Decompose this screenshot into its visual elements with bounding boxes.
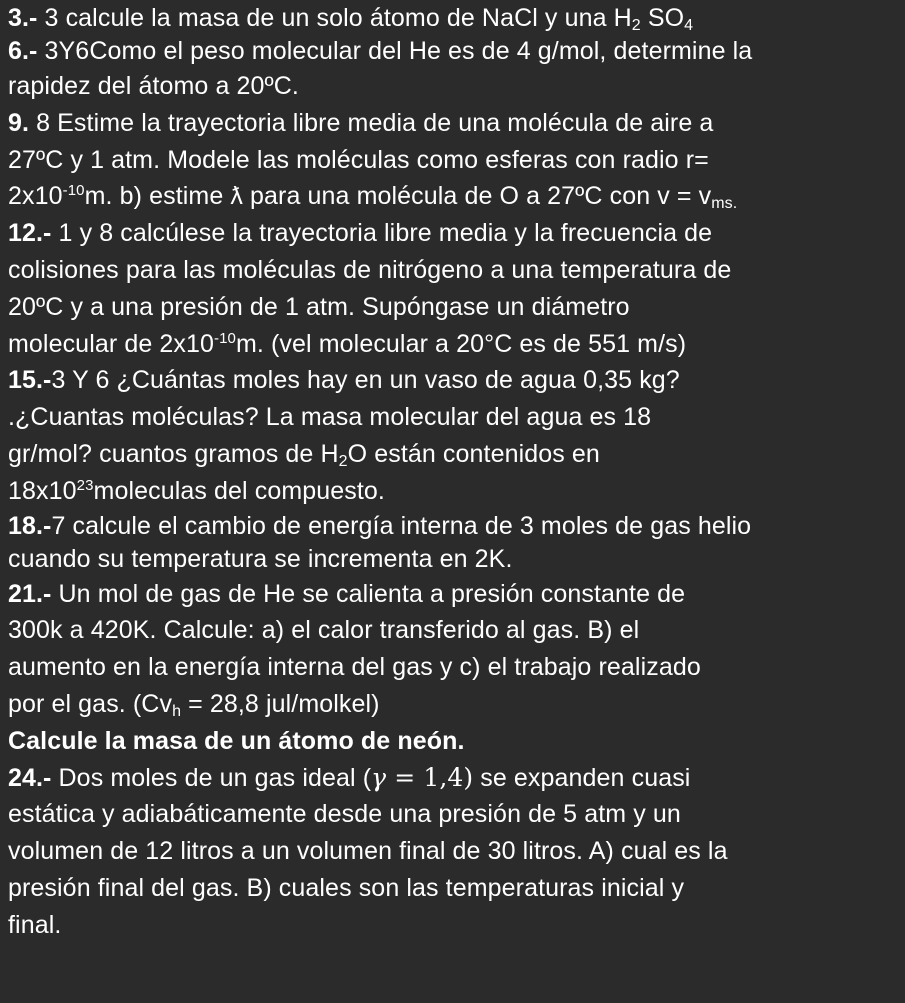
problem-24-line-1: [8, 760, 897, 797]
text: m. (vel molecular a 20°C es de 551 m/s): [235, 329, 687, 358]
text: cuando su temperatura se incrementa en 2K.: [8, 544, 513, 573]
problem-15-line-1: [8, 362, 897, 399]
text: presión final del gas. B) cuales son las temperaturas inicial y: [8, 873, 685, 902]
subscript: h: [172, 702, 182, 720]
text: .¿Cuantas moléculas? La masa molecular del agua es 18: [8, 403, 652, 432]
text: 300k a 420K. Calcule: a) el calor transferido al gas. B) el: [8, 616, 640, 645]
text: aumento en la energía interna del gas y c) el trabajo realizado: [8, 653, 701, 682]
text: 2x10: [8, 182, 63, 211]
problem-6-line-2: [8, 68, 897, 105]
text: molecular de 2x10: [8, 329, 214, 358]
bold-question: Calcule la masa de un átomo de neón.: [8, 726, 465, 755]
text: Dos moles de un gas ideal (: [51, 763, 372, 792]
problem-number: 21.-: [8, 579, 52, 608]
problem-12-line-3: [8, 289, 897, 326]
problem-21-line-2: [8, 612, 897, 649]
text: se expanden cuasi: [473, 763, 691, 792]
subscript: 4: [684, 17, 694, 34]
problem-18-line-2: [8, 543, 897, 576]
problem-15-line-3: [8, 436, 897, 473]
problem-number: 15.-: [8, 366, 52, 395]
text: 20ºC y a una presión de 1 atm. Supóngase un diámetro: [8, 292, 630, 321]
superscript: -10: [214, 329, 236, 347]
neon-question-line: [8, 723, 897, 760]
problem-9-line-2: [8, 142, 897, 179]
subscript: ms.: [711, 195, 738, 213]
problem-number: 24.-: [8, 763, 52, 792]
problem-18-line-1: [8, 510, 897, 543]
text: 7 calcule el cambio de energía interna de 3 moles de gas helio: [51, 511, 752, 540]
text: m. b) estime ƛ para una molécula de O a 27ºC con v = v: [84, 182, 712, 211]
problem-12-line-4: [8, 326, 897, 363]
text: 8 Estime la trayectoria libre media de una molécula de aire a: [29, 108, 714, 137]
text: gr/mol? cuantos gramos de H: [8, 439, 339, 468]
text: 3 calcule la masa de un solo átomo de NaCl y una H: [37, 4, 632, 32]
problem-15-line-2: [8, 399, 897, 436]
problem-number: 9.: [8, 108, 30, 137]
gamma-symbol: γ: [371, 762, 387, 792]
problem-3-line-1: [8, 2, 897, 35]
problem-9-line-1: [8, 105, 897, 142]
problem-6-line-1: [8, 35, 897, 68]
text: final.: [8, 910, 62, 939]
gamma-value: = 1,4): [386, 762, 474, 792]
problem-24-line-5: [8, 907, 897, 944]
problem-21-line-4: [8, 686, 897, 723]
superscript: 23: [76, 476, 94, 494]
problem-21-line-1: [8, 576, 897, 613]
text: 27ºC y 1 atm. Modele las moléculas como esferas con radio r=: [8, 145, 709, 174]
text: colisiones para las moléculas de nitrógeno a una temperatura de: [8, 255, 732, 284]
text: 1 y 8 calcúlese la trayectoria libre media y la frecuencia de: [51, 219, 713, 248]
problem-number: 3.-: [8, 4, 38, 32]
text: O están contenidos en: [347, 439, 600, 468]
problem-24-line-2: [8, 796, 897, 833]
text: rapidez del átomo a 20ºC.: [8, 72, 299, 100]
text: 3Y6Como el peso molecular del He es de 4 g/mol, determine la: [37, 37, 753, 65]
text: SO: [640, 4, 685, 32]
problem-number: 12.-: [8, 219, 52, 248]
problem-12-line-2: [8, 252, 897, 289]
problem-12-line-1: [8, 215, 897, 252]
text: estática y adiabáticamente desde una presión de 5 atm y un: [8, 800, 681, 829]
problem-number: 6.-: [8, 37, 38, 65]
problem-24-line-4: [8, 870, 897, 907]
subscript: 2: [631, 17, 641, 34]
text: Un mol de gas de He se calienta a presión constante de: [51, 579, 686, 608]
problem-9-line-3: [8, 178, 897, 215]
text: moleculas del compuesto.: [93, 476, 385, 505]
text: 3 Y 6 ¿Cuántas moles hay en un vaso de agua 0,35 kg?: [51, 366, 680, 395]
text: volumen de 12 litros a un volumen final de 30 litros. A) cual es la: [8, 837, 728, 866]
problem-15-line-4: [8, 473, 897, 510]
problem-24-line-3: [8, 833, 897, 870]
problem-21-line-3: [8, 649, 897, 686]
text: 18x10: [8, 476, 77, 505]
problem-number: 18.-: [8, 511, 52, 540]
subscript: 2: [338, 452, 348, 470]
superscript: -10: [62, 182, 85, 200]
text: = 28,8 jul/molkel): [181, 689, 380, 718]
text: por el gas. (Cv: [8, 689, 173, 718]
